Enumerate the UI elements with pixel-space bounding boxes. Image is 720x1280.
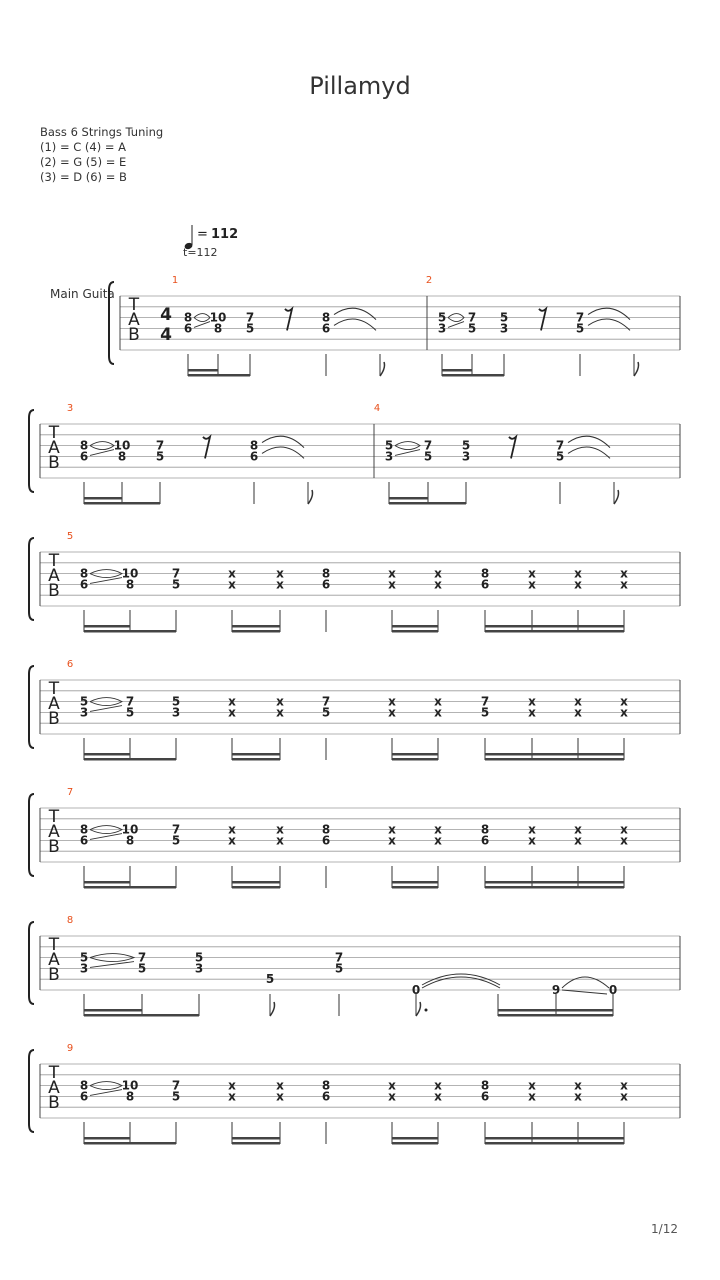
fret-number: 5 (321, 705, 331, 720)
fret-number: 8 (79, 1078, 89, 1093)
tempo-equals: = (197, 227, 208, 242)
system-bracket (29, 922, 34, 1004)
fret-number: x (528, 822, 536, 837)
note-beam (84, 1137, 130, 1140)
tab-clef-letter: B (48, 709, 60, 729)
fret-number: x (434, 822, 442, 837)
note-beam (392, 630, 438, 633)
system-bracket (29, 538, 34, 620)
tab-clef-letter: B (48, 965, 60, 985)
system-bracket (29, 666, 34, 748)
eighth-flag-icon (634, 362, 639, 376)
note-beam (84, 886, 176, 889)
fret-number: 7 (575, 310, 585, 325)
note-beam (442, 374, 504, 377)
fret-number: 5 (461, 438, 471, 453)
tab-clef-letter: B (128, 325, 140, 345)
slide-line (90, 962, 134, 968)
note-beam (84, 1009, 142, 1012)
fret-number: x (620, 833, 628, 848)
note-beam (232, 1137, 280, 1140)
fret-number: x (276, 822, 284, 837)
tie-arc (422, 977, 500, 988)
note-beam (392, 881, 438, 884)
fret-number: x (228, 705, 236, 720)
tab-clef-letter: T (48, 807, 60, 827)
fret-number: 8 (249, 438, 259, 453)
fret-number: x (434, 694, 442, 709)
tab-clef-letter: A (48, 950, 60, 970)
fret-number: 6 (183, 321, 193, 336)
fret-number: x (434, 1089, 442, 1104)
fret-number: 8 (321, 566, 331, 581)
track-name: Main Guita (50, 287, 115, 301)
fret-number: 5 (194, 950, 204, 965)
fret-number: x (228, 577, 236, 592)
fret-number: 8 (321, 310, 331, 325)
note-beam (485, 753, 624, 756)
fret-number: 5 (575, 321, 585, 336)
eighth-flag-icon (416, 1002, 421, 1016)
fret-number: x (574, 705, 582, 720)
fret-number: x (276, 1089, 284, 1104)
fret-number: x (574, 566, 582, 581)
fret-number: 7 (125, 694, 135, 709)
fret-number: x (434, 1078, 442, 1093)
fret-number: 3 (79, 705, 89, 720)
fret-number: 6 (480, 577, 490, 592)
fret-number: x (620, 822, 628, 837)
fret-number: x (388, 577, 396, 592)
fret-number: 3 (171, 705, 181, 720)
slide-line (90, 450, 114, 456)
fret-number: 6 (480, 833, 490, 848)
system-bracket (29, 794, 34, 876)
fret-number: 5 (171, 1089, 181, 1104)
fret-number: x (528, 694, 536, 709)
tab-clef-letter: B (48, 1093, 60, 1113)
fret-number: x (574, 577, 582, 592)
fret-number: 10 (121, 566, 139, 581)
fret-number: 5 (480, 705, 490, 720)
fret-number: x (574, 1089, 582, 1104)
fret-number: 8 (125, 1089, 135, 1104)
fret-number: 8 (183, 310, 193, 325)
fret-number: 6 (321, 1089, 331, 1104)
tab-clef-letter: T (48, 679, 60, 699)
tab-clef-letter: T (48, 423, 60, 443)
fret-number: 5 (423, 449, 433, 464)
fret-number: x (228, 566, 236, 581)
note-beam (188, 374, 250, 377)
fret-number: 5 (125, 705, 135, 720)
tab-clef-letter: B (48, 453, 60, 473)
system-bracket (29, 410, 34, 492)
fret-number: 5 (499, 310, 509, 325)
note-beam (84, 502, 160, 505)
note-beam (485, 881, 624, 884)
fret-number: 8 (79, 438, 89, 453)
fret-number: 9 (551, 983, 561, 997)
fret-number: 3 (194, 961, 204, 976)
fret-number: 5 (171, 833, 181, 848)
fret-number: 3 (437, 321, 447, 336)
fret-number: 5 (265, 972, 275, 987)
fret-number: 5 (155, 449, 165, 464)
fret-number: 5 (245, 321, 255, 336)
fret-number: 10 (121, 1078, 139, 1093)
fret-number: 5 (171, 577, 181, 592)
tab-clef-letter: A (48, 1078, 60, 1098)
note-beam (84, 497, 122, 500)
fret-number: 8 (117, 449, 127, 464)
note-beam (232, 1142, 280, 1145)
measure-number: 4 (373, 403, 381, 414)
fret-number: 7 (171, 822, 181, 837)
fret-number: x (620, 694, 628, 709)
tempo-value: 112 (211, 227, 239, 242)
measure-number: 9 (66, 1043, 74, 1054)
time-signature-bottom: 4 (160, 325, 172, 345)
fret-number: x (574, 833, 582, 848)
fret-number: 7 (555, 438, 565, 453)
fret-number: 6 (79, 1089, 89, 1104)
fret-number: 5 (555, 449, 565, 464)
note-beam (498, 1014, 613, 1017)
fret-number: 0 (411, 983, 421, 997)
fret-number: x (434, 705, 442, 720)
tab-clef-letter: A (48, 566, 60, 586)
tab-clef-letter: A (48, 694, 60, 714)
fret-number: 3 (499, 321, 509, 336)
note-beam (84, 881, 130, 884)
tab-clef-letter: A (48, 438, 60, 458)
note-beam (392, 753, 438, 756)
eighth-rest-icon (203, 437, 210, 459)
eighth-flag-icon (270, 1002, 275, 1016)
fret-number: 5 (79, 950, 89, 965)
fret-number: x (228, 1078, 236, 1093)
fret-number: x (434, 577, 442, 592)
note-beam (188, 369, 218, 372)
note-beam (442, 369, 472, 372)
fret-number: 7 (334, 950, 344, 965)
fret-number: x (228, 1089, 236, 1104)
fret-number: 6 (321, 321, 331, 336)
fret-number: 5 (334, 961, 344, 976)
note-beam (232, 758, 280, 761)
tempo-small-label: t=112 (183, 246, 218, 259)
fret-number: 7 (171, 1078, 181, 1093)
tab-clef-letter: A (48, 822, 60, 842)
fret-number: 7 (137, 950, 147, 965)
fret-number: 8 (480, 566, 490, 581)
eighth-flag-icon (380, 362, 385, 376)
tab-clef-letter: T (128, 295, 140, 315)
eighth-rest-icon (509, 437, 516, 459)
note-beam (392, 1137, 438, 1140)
note-beam (232, 886, 280, 889)
fret-number: x (228, 822, 236, 837)
tab-clef-letter: A (128, 310, 140, 330)
measure-number: 8 (66, 915, 74, 926)
note-beam (485, 625, 624, 628)
tab-clef-letter: B (48, 581, 60, 601)
note-beam (84, 753, 130, 756)
fret-number: x (276, 833, 284, 848)
fret-number: 7 (321, 694, 331, 709)
fret-number: 6 (480, 1089, 490, 1104)
fret-number: x (574, 694, 582, 709)
fret-number: x (276, 1078, 284, 1093)
note-beam (485, 758, 624, 761)
fret-number: x (434, 833, 442, 848)
tuning-line: (1) = C (4) = A (40, 140, 127, 154)
fret-number: x (528, 833, 536, 848)
fret-number: x (528, 1078, 536, 1093)
tuning-heading: Bass 6 Strings Tuning (40, 125, 164, 139)
fret-number: 0 (608, 983, 618, 997)
slide-line (90, 578, 122, 584)
score-title: Pillamyd (309, 72, 411, 100)
note-beam (84, 625, 130, 628)
fret-number: 8 (213, 321, 223, 336)
fret-number: 7 (171, 566, 181, 581)
fret-number: 10 (209, 310, 227, 325)
system-bracket (109, 282, 114, 364)
note-beam (84, 630, 176, 633)
fret-number: x (620, 1089, 628, 1104)
fret-number: 10 (121, 822, 139, 837)
fret-number: x (528, 1089, 536, 1104)
note-beam (392, 886, 438, 889)
fret-number: 5 (467, 321, 477, 336)
note-beam (232, 753, 280, 756)
measure-number: 3 (66, 403, 74, 414)
fret-number: 7 (467, 310, 477, 325)
fret-number: x (228, 694, 236, 709)
fret-number: x (388, 694, 396, 709)
fret-number: x (276, 566, 284, 581)
tuning-line: (2) = G (5) = E (40, 155, 127, 169)
fret-number: 8 (321, 1078, 331, 1093)
slide-line (90, 706, 122, 712)
fret-number: x (620, 705, 628, 720)
fret-number: x (528, 577, 536, 592)
fret-number: 6 (321, 577, 331, 592)
fret-number: x (388, 822, 396, 837)
fret-number: x (574, 1078, 582, 1093)
fret-number: 6 (321, 833, 331, 848)
note-beam (389, 502, 466, 505)
slide-line (448, 322, 464, 328)
fret-number: 7 (155, 438, 165, 453)
time-signature-top: 4 (160, 305, 172, 325)
fret-number: 6 (79, 833, 89, 848)
note-beam (84, 1014, 199, 1017)
fret-number: 10 (113, 438, 131, 453)
fret-number: 8 (125, 577, 135, 592)
fret-number: x (388, 566, 396, 581)
fret-number: x (620, 1078, 628, 1093)
fret-number: x (388, 705, 396, 720)
fret-number: 3 (384, 449, 394, 464)
fret-number: x (620, 577, 628, 592)
slide-line (90, 834, 122, 840)
page-number: 1/12 (651, 1222, 678, 1236)
note-beam (485, 630, 624, 633)
tab-clef-letter: T (48, 1063, 60, 1083)
fret-number: 7 (245, 310, 255, 325)
slide-line (562, 990, 607, 994)
fret-number: x (388, 833, 396, 848)
measure-number: 2 (425, 275, 433, 286)
fret-number: 7 (423, 438, 433, 453)
fret-number: x (528, 566, 536, 581)
eighth-flag-icon (308, 490, 313, 504)
fret-number: x (276, 705, 284, 720)
fret-number: 6 (79, 577, 89, 592)
fret-number: 7 (480, 694, 490, 709)
slide-line (194, 322, 210, 328)
note-beam (392, 1142, 438, 1145)
fret-number: x (620, 566, 628, 581)
fret-number: 3 (79, 961, 89, 976)
fret-number: 3 (461, 449, 471, 464)
fret-number: 5 (79, 694, 89, 709)
fret-number: 8 (79, 566, 89, 581)
note-beam (232, 625, 280, 628)
fret-number: x (574, 822, 582, 837)
tab-clef-letter: T (48, 935, 60, 955)
fret-number: 5 (137, 961, 147, 976)
note-beam (232, 881, 280, 884)
fret-number: 6 (79, 449, 89, 464)
tab-clef-letter: B (48, 837, 60, 857)
fret-number: x (388, 1089, 396, 1104)
fret-number: x (388, 1078, 396, 1093)
measure-number: 6 (66, 659, 74, 670)
fret-number: 5 (171, 694, 181, 709)
tab-clef-letter: T (48, 551, 60, 571)
measure-number: 7 (66, 787, 74, 798)
note-beam (389, 497, 428, 500)
system-bracket (29, 1050, 34, 1132)
slide-line (395, 450, 420, 456)
note-beam (392, 625, 438, 628)
measure-number: 1 (171, 275, 179, 286)
eighth-rest-icon (539, 309, 546, 331)
dot-mark (425, 1009, 428, 1012)
fret-number: 8 (480, 822, 490, 837)
note-beam (485, 886, 624, 889)
fret-number: x (228, 833, 236, 848)
note-beam (485, 1142, 624, 1145)
fret-number: 5 (384, 438, 394, 453)
note-beam (392, 758, 438, 761)
fret-number: x (276, 577, 284, 592)
fret-number: 8 (125, 833, 135, 848)
eighth-flag-icon (614, 490, 619, 504)
fret-number: 8 (79, 822, 89, 837)
fret-number: x (434, 566, 442, 581)
slur-mark (562, 977, 609, 988)
fret-number: 6 (249, 449, 259, 464)
note-beam (485, 1137, 624, 1140)
fret-number: x (528, 705, 536, 720)
eighth-rest-icon (285, 309, 292, 331)
fret-number: 5 (437, 310, 447, 325)
fret-number: 8 (321, 822, 331, 837)
measure-number: 5 (66, 531, 74, 542)
note-beam (84, 758, 176, 761)
note-beam (498, 1009, 613, 1012)
tuning-line: (3) = D (6) = B (40, 170, 127, 184)
slide-line (90, 1090, 122, 1096)
note-beam (232, 630, 280, 633)
note-beam (84, 1142, 176, 1145)
fret-number: 8 (480, 1078, 490, 1093)
fret-number: x (276, 694, 284, 709)
